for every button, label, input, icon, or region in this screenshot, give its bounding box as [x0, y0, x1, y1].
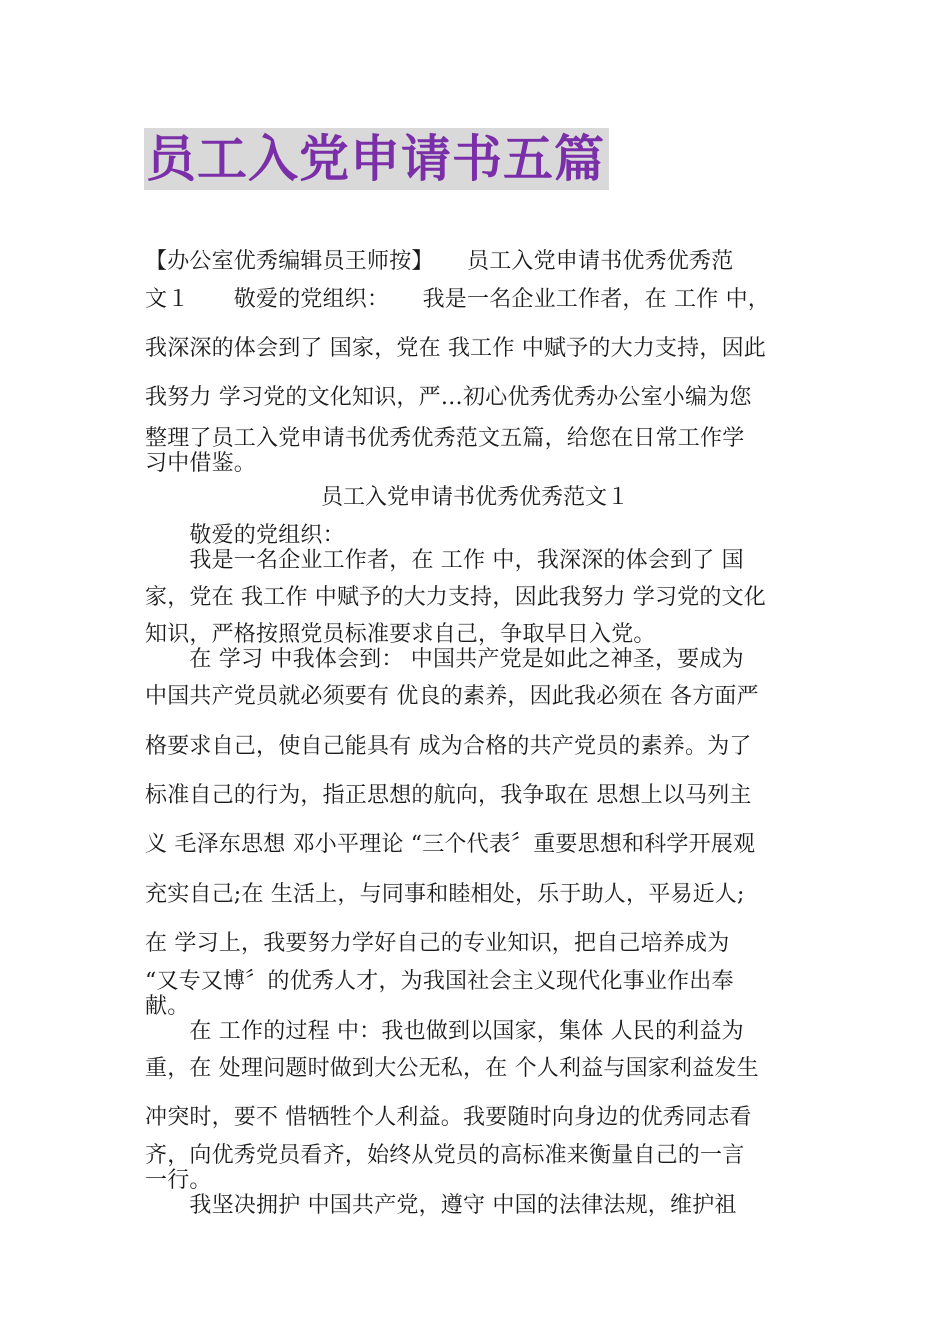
body-line: 义 毛泽东思想 邓小平理论 “三个代表〞重要思想和科学开展观	[145, 832, 756, 857]
body-line: 充实自己;在 生活上，与同事和睦相处，乐于助人，平易近人;	[145, 882, 745, 907]
body-line: 标准自己的行为，指正思想的航向，我争取在 思想上以马列主	[145, 783, 752, 808]
body-line: “又专又博〞的优秀人才，为我国社会主义现代化事业作出奉	[145, 969, 734, 994]
body-line: 敬爱的党组织：	[145, 523, 345, 548]
document-title: 员工入党申请书五篇	[144, 128, 609, 190]
body-line: 家，党在 我工作 中赋予的大力支持，因此我努力 学习党的文化	[145, 585, 766, 610]
body-line: 在 学习上，我要努力学好自己的专业知识，把自己培养成为	[145, 931, 730, 956]
intro-line: 我努力 学习党的文化知识，严…初心优秀优秀办公室小编为您	[145, 385, 752, 410]
body-line: 齐，向优秀党员看齐，始终从党员的高标准来衡量自己的一言	[145, 1143, 745, 1168]
body-line: 知识，严格按照党员标准要求自己，争取早日入党。	[145, 622, 656, 647]
intro-line: 【办公室优秀编辑员王师按】 员工入党申请书优秀优秀范	[145, 249, 734, 274]
body-line: 我坚决拥护 中国共产党，遵守 中国的法律法规，维护祖	[145, 1193, 737, 1218]
intro-line: 习中借鉴。	[145, 451, 257, 476]
intro-line: 我深深的体会到了 国家，党在 我工作 中赋予的大力支持，因此	[145, 336, 766, 361]
body-line: 中国共产党员就必须要有 优良的素养，因此我必须在 各方面严	[145, 684, 759, 709]
intro-line: 文１ 敬爱的党组织： 我是一名企业工作者，在 工作 中，	[145, 287, 770, 312]
body-line: 重，在 处理问题时做到大公无私，在 个人利益与国家利益发生	[145, 1056, 759, 1081]
body-line: 在 工作的过程 中：我也做到以国家，集体 人民的利益为	[145, 1019, 744, 1044]
body-line: 献。	[145, 994, 190, 1019]
body-line: 我是一名企业工作者，在 工作 中，我深深的体会到了 国	[145, 548, 744, 573]
intro-line: 整理了员工入党申请书优秀优秀范文五篇，给您在日常工作学	[145, 426, 745, 451]
body-line: 冲突时，要不 惜牺牲个人利益。我要随时向身边的优秀同志看	[145, 1105, 752, 1130]
section-heading: 员工入党申请书优秀优秀范文１	[320, 485, 629, 510]
body-line: 格要求自己，使自己能具有 成为合格的共产党员的素养。为了	[145, 734, 752, 759]
body-line: 在 学习 中我体会到： 中国共产党是如此之神圣，要成为	[145, 647, 744, 672]
body-line: 一行。	[145, 1168, 212, 1193]
